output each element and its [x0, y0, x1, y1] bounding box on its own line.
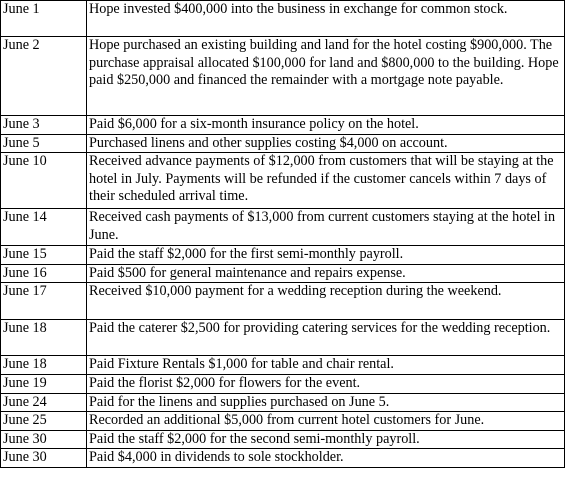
table-row	[1, 1, 565, 37]
description-cell: Hope invested $400,000 into the business in exchange for common stock.	[87, 1, 565, 37]
table-row	[1, 449, 565, 468]
table-row	[1, 37, 565, 116]
table-row	[1, 246, 565, 265]
date-cell: June 17	[1, 283, 87, 320]
date-cell: June 2	[1, 37, 87, 116]
description-cell: Received advance payments of $12,000 from customers that will be staying at the hotel in July. Payments will be refunded if the customer cancels within 7 days of their scheduled arrival time.	[87, 153, 565, 209]
table-row	[1, 320, 565, 356]
date-cell: June 16	[1, 264, 87, 283]
description-cell: Paid the staff $2,000 for the second semi-monthly payroll.	[87, 430, 565, 449]
date-cell: June 5	[1, 134, 87, 153]
description-cell: Paid the caterer $2,500 for providing catering services for the wedding reception.	[87, 320, 565, 356]
description-cell: Paid the florist $2,000 for flowers for the event.	[87, 374, 565, 393]
table-row	[1, 283, 565, 320]
description-cell: Paid $4,000 in dividends to sole stockholder.	[87, 449, 565, 468]
description-cell: Paid Fixture Rentals $1,000 for table and chair rental.	[87, 356, 565, 375]
table-row	[1, 374, 565, 393]
description-cell: Purchased linens and other supplies costing $4,000 on account.	[87, 134, 565, 153]
table-row	[1, 264, 565, 283]
date-cell: June 1	[1, 1, 87, 37]
date-cell: June 15	[1, 246, 87, 265]
table-row	[1, 116, 565, 135]
date-cell: June 18	[1, 320, 87, 356]
table-row	[1, 393, 565, 412]
table-row	[1, 153, 565, 209]
description-cell: Recorded an additional $5,000 from current hotel customers for June.	[87, 412, 565, 431]
transactions-body	[1, 1, 565, 468]
date-cell: June 24	[1, 393, 87, 412]
date-cell: June 14	[1, 209, 87, 246]
date-cell: June 30	[1, 430, 87, 449]
date-cell: June 19	[1, 374, 87, 393]
description-cell: Paid $500 for general maintenance and repairs expense.	[87, 264, 565, 283]
date-cell: June 25	[1, 412, 87, 431]
description-cell: Paid for the linens and supplies purchased on June 5.	[87, 393, 565, 412]
table-row	[1, 430, 565, 449]
description-cell: Hope purchased an existing building and land for the hotel costing $900,000. The purchase appraisal allocated $100,000 for land and $800,000 to the building. Hope paid $250,000 and financed the remainder with a mortgage note payable.	[87, 37, 565, 116]
table-row	[1, 356, 565, 375]
description-cell: Received $10,000 payment for a wedding reception during the weekend.	[87, 283, 565, 320]
description-cell: Paid $6,000 for a six-month insurance policy on the hotel.	[87, 116, 565, 135]
date-cell: June 3	[1, 116, 87, 135]
date-cell: June 18	[1, 356, 87, 375]
description-cell: Received cash payments of $13,000 from current customers staying at the hotel in June.	[87, 209, 565, 246]
date-cell: June 10	[1, 153, 87, 209]
table-row	[1, 134, 565, 153]
table-row	[1, 209, 565, 246]
description-cell: Paid the staff $2,000 for the first semi-monthly payroll.	[87, 246, 565, 265]
table-row	[1, 412, 565, 431]
date-cell: June 30	[1, 449, 87, 468]
